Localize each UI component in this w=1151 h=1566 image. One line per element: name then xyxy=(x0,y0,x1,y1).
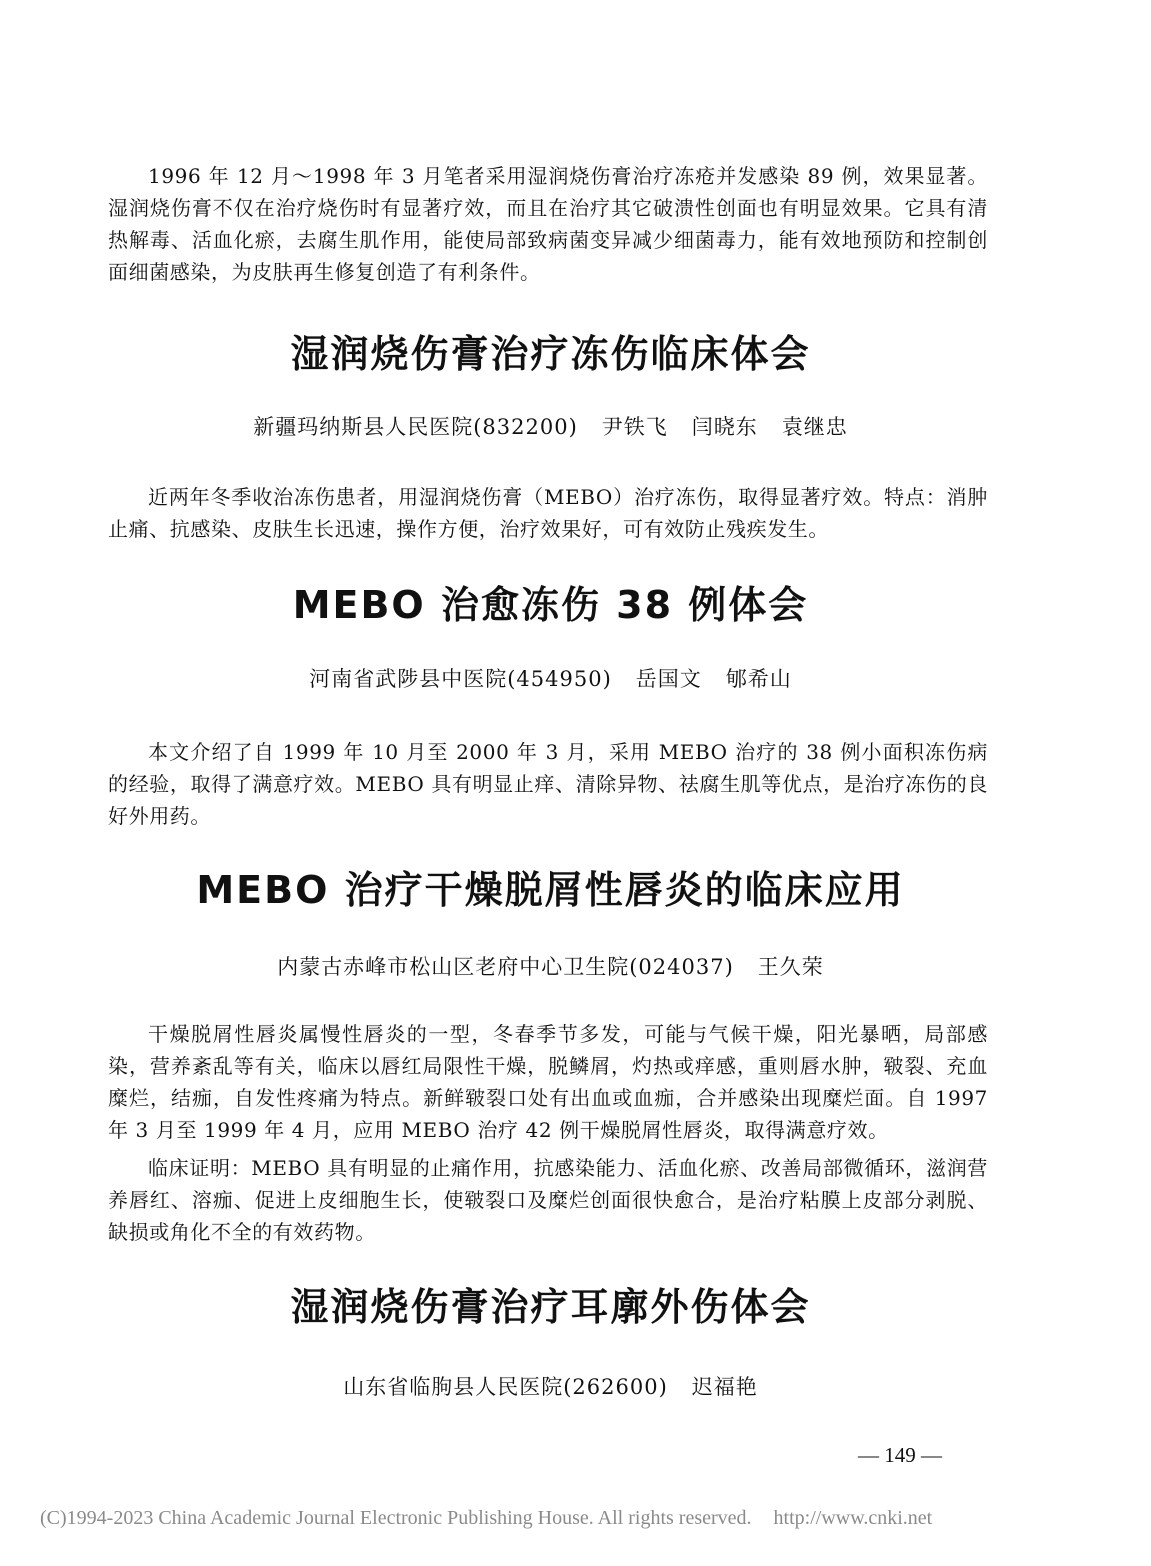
author-name: 尹铁飞 xyxy=(601,415,668,439)
article-body-paragraph: 干燥脱屑性唇炎属慢性唇炎的一型，冬春季节多发，可能与气候干燥，阳光暴晒，局部感染，营养紊乱等有关，临床以唇红局限性干燥，脱鳞屑，灼热或痒感，重则唇水肿，皲裂、充血糜烂，结痂，自发性疼痛为特点。新鲜皲裂口处有出血或血痂，合并感染出现糜烂面。自 1997 年 3 月至 1999 年 4 月，应用 MEBO 治疗 42 例干燥脱屑性唇炎，取得满意疗效。 xyxy=(108,1022,988,1142)
article-body-paragraph: 临床证明：MEBO 具有明显的止痛作用，抗感染能力、活血化瘀、改善局部微循环，滋润营养唇红、溶痂、促进上皮细胞生长，使皲裂口及糜烂创面很快愈合，是治疗粘膜上皮部分剥脱、缺损或角化不全的有效药物。 xyxy=(108,1156,988,1244)
article-abstract: 本文介绍了自 1999 年 10 月至 2000 年 3 月，采用 MEBO 治疗的 38 例小面积冻伤病的经验，取得了满意疗效。MEBO 具有明显止痒、清除异物、祛腐生肌等优点，是治疗冻伤的良好外用药。 xyxy=(108,740,988,828)
footer-url[interactable]: http://www.cnki.net xyxy=(773,1507,933,1529)
affiliation: 新疆玛纳斯县人民医院(832200) xyxy=(253,415,578,439)
copyright-text: (C)1994-2023 China Academic Journal Electronic Publishing House. All rights reserved. xyxy=(40,1507,752,1529)
intro-paragraph: 1996 年 12 月～1998 年 3 月笔者采用湿润烧伤膏治疗冻疮并发感染 89 例，效果显著。湿润烧伤膏不仅在治疗烧伤时有显著疗效，而且在治疗其它破溃性创面也有明显效果。它具有清热解毒、活血化瘀，去腐生肌作用，能使局部致病菌变异减少细菌毒力，能有效地预防和控制创面细菌感染，为皮肤再生修复创造了有利条件。 xyxy=(108,164,988,284)
article-title: 湿润烧伤膏治疗耳廓外伤体会 xyxy=(290,1285,811,1329)
affiliation: 山东省临朐县人民医院(262600) xyxy=(343,1375,668,1399)
affiliation: 河南省武陟县中医院(454950) xyxy=(309,667,612,691)
article-title: 湿润烧伤膏治疗冻伤临床体会 xyxy=(290,332,811,376)
author-name: 闫晓东 xyxy=(691,415,758,439)
copyright-footer xyxy=(40,1503,1120,1533)
article-title: MEBO 治愈冻伤 38 例体会 xyxy=(292,583,809,627)
article-byline xyxy=(0,664,1101,694)
author-name: 岳国文 xyxy=(635,667,702,691)
author-name: 王久荣 xyxy=(757,955,824,979)
article-abstract: 近两年冬季收治冻伤患者，用湿润烧伤膏（MEBO）治疗冻伤，取得显著疗效。特点：消肿止痛、抗感染、皮肤生长迅速，操作方便，治疗效果好，可有效防止残疾发生。 xyxy=(108,485,988,541)
author-name: 迟福艳 xyxy=(691,1375,758,1399)
article-title: MEBO 治疗干燥脱屑性唇炎的临床应用 xyxy=(196,868,905,912)
author-name: 郇希山 xyxy=(725,667,792,691)
article-byline xyxy=(0,952,1101,982)
page-number: — 149 — xyxy=(858,1443,942,1467)
article-byline xyxy=(0,1372,1101,1402)
affiliation: 内蒙古赤峰市松山区老府中心卫生院(024037) xyxy=(277,955,734,979)
author-name: 袁继忠 xyxy=(781,415,848,439)
article-byline xyxy=(0,412,1101,442)
